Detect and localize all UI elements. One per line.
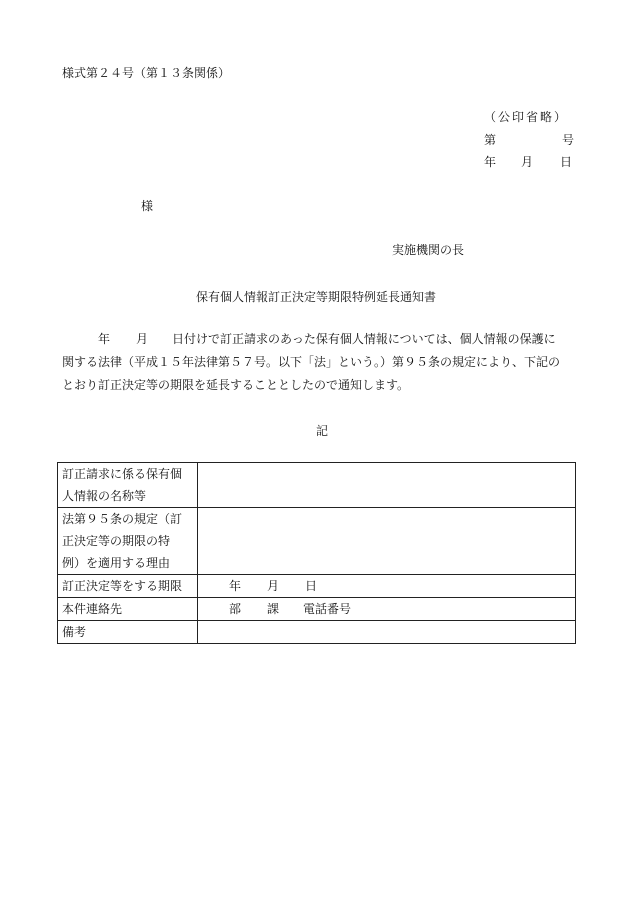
row-value-contact <box>198 598 576 621</box>
seal-omitted-note: （公印省略） <box>484 110 569 124</box>
body-line-2: 関する法律（平成１５年法律第５７号。以下「法」という。）第９５条の規定により、下記の <box>62 355 561 369</box>
addressee: 様 <box>141 199 154 213</box>
date-day: 日 <box>560 155 573 169</box>
body-year: 年 <box>98 332 111 346</box>
row-label-reason: 法第９５条の規定（訂 正決定等の期限の特 例）を適用する理由 <box>58 508 198 575</box>
row-value-reason <box>198 508 576 575</box>
doc-number-suffix: 号 <box>562 133 575 147</box>
table-row <box>58 575 576 598</box>
ki-heading: 記 <box>316 424 329 438</box>
detail-table <box>57 462 576 644</box>
contact-dept: 部 <box>229 602 242 616</box>
row-value-deadline <box>198 575 576 598</box>
row-label-deadline: 訂正決定等をする期限 <box>58 575 198 598</box>
date-month: 月 <box>521 155 534 169</box>
table-row <box>58 463 576 508</box>
contact-phone: 電話番号 <box>303 602 352 616</box>
row-label-contact: 本件連絡先 <box>58 598 198 621</box>
table-row <box>58 621 576 644</box>
deadline-year: 年 <box>229 579 242 593</box>
sender: 実施機関の長 <box>392 243 465 257</box>
row-label-record-name: 訂正請求に係る保有個 人情報の名称等 <box>58 463 198 508</box>
table-row <box>58 598 576 621</box>
doc-number-prefix: 第 <box>484 133 497 147</box>
document-title: 保有個人情報訂正決定等期限特例延長通知書 <box>196 290 437 304</box>
body-line-1 <box>62 332 556 346</box>
contact-section: 課 <box>267 602 280 616</box>
row-label-remarks: 備考 <box>58 621 198 644</box>
table-row <box>58 508 576 575</box>
body-line-1-text: 日付けで訂正請求のあった保有個人情報については、個人情報の保護に <box>172 332 556 346</box>
row-value-remarks <box>198 621 576 644</box>
deadline-month: 月 <box>267 579 280 593</box>
body-line-3: とおり訂正決定等の期限を延長することとしたので通知します。 <box>62 378 410 392</box>
row-value-record-name <box>198 463 576 508</box>
date-year: 年 <box>484 155 497 169</box>
form-number: 様式第２４号（第１３条関係） <box>62 66 231 80</box>
body-month: 月 <box>136 332 149 346</box>
deadline-day: 日 <box>305 579 318 593</box>
